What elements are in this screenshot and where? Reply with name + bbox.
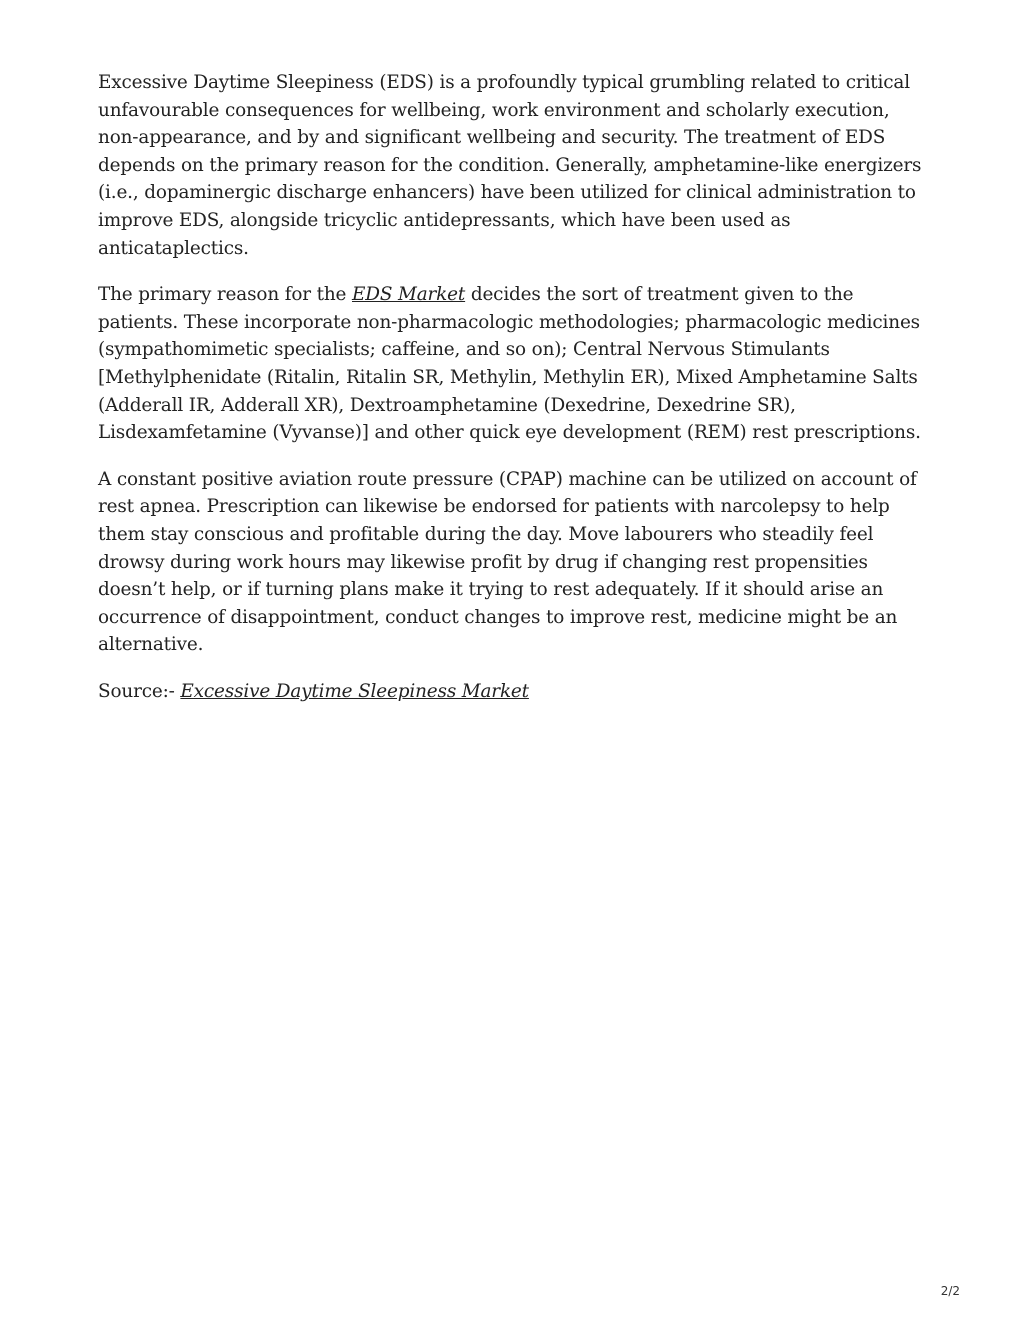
source-label: Source:- <box>98 680 181 702</box>
article-body <box>98 69 928 724</box>
page-number: 2/2 <box>940 1284 960 1298</box>
source-line <box>98 678 928 706</box>
paragraph-treatment-intro: The primary reason for the <box>98 284 352 306</box>
paragraph-treatment <box>98 281 928 447</box>
paragraph-treatment-body: decides the sort of treatment given to the patients. These incorporate non-pharmacologic methodologies; pharmacologic medicines (sympathomimetic specialists; caffeine, and so on); Central Nervous Stimulants [Methylphenidate (Ritalin, Ritalin SR, Methylin, Methylin ER), Mixed Amphetamine Salts (Adderall IR, Adderall XR), Dextroamphetamine (Dexedrine, Dexedrine SR), Lisdexamfetamine (Vyvanse)] and other quick eye development (REM) rest prescriptions. <box>98 284 921 444</box>
paragraph-eds-overview: Excessive Daytime Sleepiness (EDS) is a profoundly typical grumbling related to critical unfavourable consequences for wellbeing, work environment and scholarly execution, non-appearance, and by and significant wellbeing and security. The treatment of EDS depends on the primary reason for the condition. Generally, amphetamine-like energizers (i.e., dopaminergic discharge enhancers) have been utilized for clinical administration to improve EDS, alongside tricyclic antidepressants, which have been used as anticataplectics. <box>98 72 922 259</box>
eds-market-link[interactable]: EDS Market <box>352 284 466 306</box>
paragraph-cpap: A constant positive aviation route pressure (CPAP) machine can be utilized on account of rest apnea. Prescription can likewise be endorsed for patients with narcolepsy to help them stay conscious and profitable during the day. Move labourers who steadily feel drowsy during work hours may likewise profit by drug if changing rest propensities doesn’t help, or if turning plans make it trying to rest adequately. If it should arise an occurrence of disappointment, conduct changes to improve rest, medicine might be an alternative. <box>98 468 917 656</box>
source-market-link[interactable]: Excessive Daytime Sleepiness Market <box>180 680 529 702</box>
